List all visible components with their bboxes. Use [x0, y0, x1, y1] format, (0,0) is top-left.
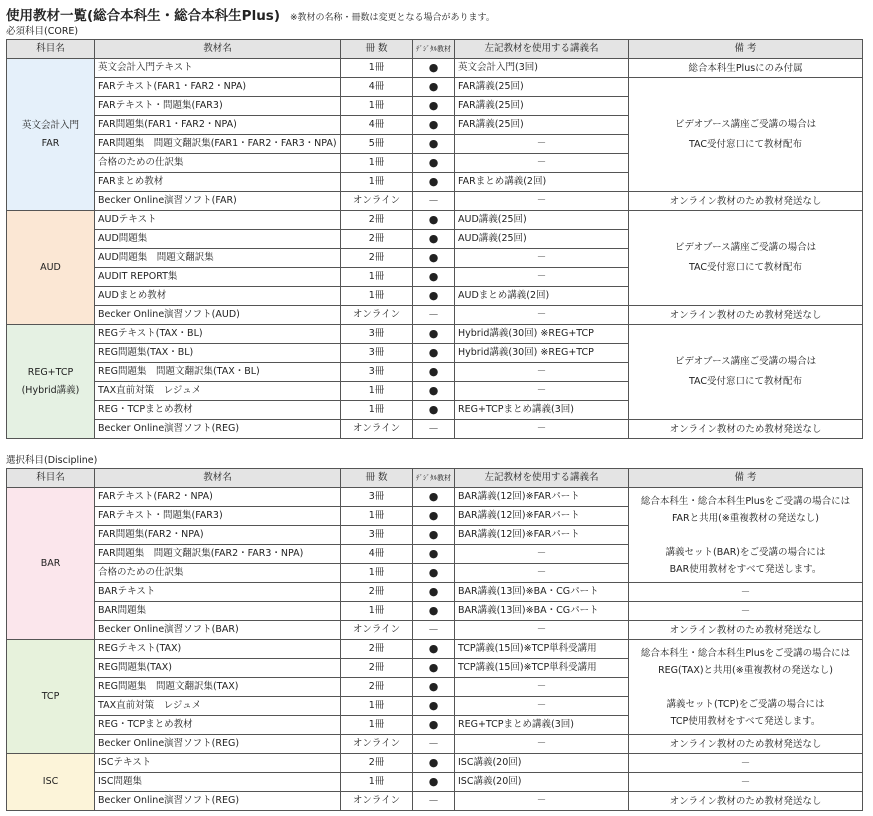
lecture-name: －	[455, 792, 629, 811]
lecture-name: TCP講義(15回)※TCP単科受講用	[455, 659, 629, 678]
material-name: AUDまとめ教材	[95, 287, 341, 306]
digital-mark: ●	[413, 526, 455, 545]
material-count: 1冊	[341, 97, 413, 116]
header-digital: ﾃﾞｼﾞﾀﾙ教材	[413, 469, 455, 488]
material-count: 3冊	[341, 526, 413, 545]
header-subject: 科目名	[7, 469, 95, 488]
header-lecture: 左記教材を使用する講義名	[455, 469, 629, 488]
material-count: 2冊	[341, 640, 413, 659]
remarks-cell: 総合本科生・総合本科生Plusをご受講の場合には REG(TAX)と共用(※重複教材の発送なし) 講義セット(TCP)をご受講の場合には TCP使用教材をすべて発送します。	[629, 640, 863, 735]
lecture-name: －	[455, 545, 629, 564]
material-count: 4冊	[341, 545, 413, 564]
material-name: Becker Online演習ソフト(REG)	[95, 735, 341, 754]
table-row	[7, 325, 863, 344]
lecture-name: 英文会計入門(3回)	[455, 59, 629, 78]
material-count: 1冊	[341, 401, 413, 420]
table-row	[7, 192, 863, 211]
material-count: 2冊	[341, 211, 413, 230]
lecture-name: －	[455, 382, 629, 401]
digital-mark: ●	[413, 507, 455, 526]
lecture-name: FAR講義(25回)	[455, 116, 629, 135]
material-count: オンライン	[341, 420, 413, 439]
material-name: FARまとめ教材	[95, 173, 341, 192]
lecture-name: －	[455, 306, 629, 325]
core-header-row	[7, 40, 863, 59]
digital-mark: ●	[413, 382, 455, 401]
digital-mark: ●	[413, 173, 455, 192]
material-name: Becker Online演習ソフト(AUD)	[95, 306, 341, 325]
material-count: 1冊	[341, 716, 413, 735]
digital-mark: ●	[413, 697, 455, 716]
header-remarks: 備 考	[629, 469, 863, 488]
material-count: 2冊	[341, 249, 413, 268]
material-name: FAR問題集 問題文翻訳集(FAR1・FAR2・FAR3・NPA)	[95, 135, 341, 154]
remarks-cell: －	[629, 602, 863, 621]
lecture-name: BAR講義(13回)※BA・CGパート	[455, 583, 629, 602]
remarks-cell: ビデオブース講座ご受講の場合は TAC受付窓口にて教材配布	[629, 211, 863, 306]
material-name: REGテキスト(TAX・BL)	[95, 325, 341, 344]
remarks-cell: オンライン教材のため教材発送なし	[629, 306, 863, 325]
material-name: BARテキスト	[95, 583, 341, 602]
lecture-name: REG+TCPまとめ講義(3回)	[455, 401, 629, 420]
lecture-name: －	[455, 363, 629, 382]
subject-cell: AUD	[7, 211, 95, 325]
lecture-name: REG+TCPまとめ講義(3回)	[455, 716, 629, 735]
subject-cell: 英文会計入門 FAR	[7, 59, 95, 211]
lecture-name: BAR講義(12回)※FARパート	[455, 526, 629, 545]
lecture-name: －	[455, 154, 629, 173]
digital-mark: ●	[413, 363, 455, 382]
digital-mark: ●	[413, 230, 455, 249]
lecture-name: －	[455, 621, 629, 640]
material-name: Becker Online演習ソフト(REG)	[95, 792, 341, 811]
header-remarks: 備 考	[629, 40, 863, 59]
material-count: オンライン	[341, 735, 413, 754]
material-name: 合格のための仕訳集	[95, 154, 341, 173]
header-count: 冊 数	[341, 469, 413, 488]
digital-mark: ●	[413, 344, 455, 363]
lecture-name: Hybrid講義(30回) ※REG+TCP	[455, 325, 629, 344]
material-count: 2冊	[341, 659, 413, 678]
digital-mark: ●	[413, 97, 455, 116]
lecture-name: －	[455, 735, 629, 754]
table-row	[7, 754, 863, 773]
digital-mark: －	[413, 192, 455, 211]
lecture-name: －	[455, 697, 629, 716]
table-row	[7, 773, 863, 792]
material-count: 1冊	[341, 564, 413, 583]
digital-mark: ●	[413, 659, 455, 678]
table-row	[7, 583, 863, 602]
lecture-name: FARまとめ講義(2回)	[455, 173, 629, 192]
material-name: Becker Online演習ソフト(BAR)	[95, 621, 341, 640]
remarks-cell: 総合本科生・総合本科生Plusをご受講の場合には FARと共用(※重複教材の発送なし) 講義セット(BAR)をご受講の場合には BAR使用教材をすべて発送します。	[629, 488, 863, 583]
remarks-cell: －	[629, 773, 863, 792]
material-count: 1冊	[341, 602, 413, 621]
material-name: REG問題集(TAX・BL)	[95, 344, 341, 363]
remarks-cell: 総合本科生Plusにのみ付属	[629, 59, 863, 78]
digital-mark: ●	[413, 78, 455, 97]
material-count: 3冊	[341, 363, 413, 382]
remarks-cell: オンライン教材のため教材発送なし	[629, 192, 863, 211]
lecture-name: Hybrid講義(30回) ※REG+TCP	[455, 344, 629, 363]
subject-cell: REG+TCP (Hybrid講義)	[7, 325, 95, 439]
material-name: 英文会計入門テキスト	[95, 59, 341, 78]
material-name: FAR問題集 問題文翻訳集(FAR2・FAR3・NPA)	[95, 545, 341, 564]
material-name: Becker Online演習ソフト(FAR)	[95, 192, 341, 211]
table-row	[7, 621, 863, 640]
material-count: 1冊	[341, 59, 413, 78]
material-count: 1冊	[341, 773, 413, 792]
lecture-name: AUD講義(25回)	[455, 211, 629, 230]
material-count: オンライン	[341, 792, 413, 811]
subject-cell: ISC	[7, 754, 95, 811]
material-count: オンライン	[341, 192, 413, 211]
table-row	[7, 602, 863, 621]
material-count: 3冊	[341, 488, 413, 507]
digital-mark: －	[413, 621, 455, 640]
title-note: ※教材の名称・冊数は変更となる場合があります。	[290, 13, 495, 23]
digital-mark: ●	[413, 773, 455, 792]
table-row	[7, 735, 863, 754]
table-row	[7, 640, 863, 659]
lecture-name: －	[455, 420, 629, 439]
lecture-name: AUDまとめ講義(2回)	[455, 287, 629, 306]
remarks-cell: オンライン教材のため教材発送なし	[629, 621, 863, 640]
material-name: FAR問題集(FAR1・FAR2・NPA)	[95, 116, 341, 135]
digital-mark: ●	[413, 401, 455, 420]
page-title	[6, 4, 495, 24]
material-name: BAR問題集	[95, 602, 341, 621]
material-name: 合格のための仕訳集	[95, 564, 341, 583]
material-name: REGテキスト(TAX)	[95, 640, 341, 659]
lecture-name: －	[455, 564, 629, 583]
digital-mark: ●	[413, 59, 455, 78]
core-table	[6, 39, 863, 439]
lecture-name: TCP講義(15回)※TCP単科受講用	[455, 640, 629, 659]
digital-mark: －	[413, 735, 455, 754]
material-count: 1冊	[341, 287, 413, 306]
header-material: 教材名	[95, 469, 341, 488]
remarks-cell: ビデオブース講座ご受講の場合は TAC受付窓口にて教材配布	[629, 78, 863, 192]
lecture-name: －	[455, 678, 629, 697]
header-subject: 科目名	[7, 40, 95, 59]
material-name: FARテキスト(FAR2・NPA)	[95, 488, 341, 507]
digital-mark: ●	[413, 564, 455, 583]
material-count: 1冊	[341, 697, 413, 716]
material-name: AUDIT REPORT集	[95, 268, 341, 287]
table-row	[7, 78, 863, 97]
lecture-name: －	[455, 135, 629, 154]
material-name: AUDテキスト	[95, 211, 341, 230]
disc-table	[6, 468, 863, 811]
digital-mark: －	[413, 420, 455, 439]
digital-mark: ●	[413, 754, 455, 773]
material-name: REG問題集 問題文翻訳集(TAX・BL)	[95, 363, 341, 382]
digital-mark: ●	[413, 154, 455, 173]
material-name: FARテキスト・問題集(FAR3)	[95, 97, 341, 116]
subject-cell: BAR	[7, 488, 95, 640]
lecture-name: FAR講義(25回)	[455, 78, 629, 97]
remarks-cell: －	[629, 583, 863, 602]
material-count: 3冊	[341, 344, 413, 363]
digital-mark: ●	[413, 135, 455, 154]
remarks-cell: オンライン教材のため教材発送なし	[629, 735, 863, 754]
material-name: REG・TCPまとめ教材	[95, 716, 341, 735]
title-text: 使用教材一覧(総合本科生・総合本科生Plus)	[6, 8, 281, 24]
material-name: REG問題集(TAX)	[95, 659, 341, 678]
material-name: AUD問題集 問題文翻訳集	[95, 249, 341, 268]
table-row	[7, 792, 863, 811]
material-name: AUD問題集	[95, 230, 341, 249]
material-name: FARテキスト(FAR1・FAR2・NPA)	[95, 78, 341, 97]
digital-mark: ●	[413, 602, 455, 621]
header-digital: ﾃﾞｼﾞﾀﾙ教材	[413, 40, 455, 59]
material-count: 5冊	[341, 135, 413, 154]
material-count: 4冊	[341, 78, 413, 97]
material-name: FAR問題集(FAR2・NPA)	[95, 526, 341, 545]
lecture-name: AUD講義(25回)	[455, 230, 629, 249]
material-count: 1冊	[341, 507, 413, 526]
header-count: 冊 数	[341, 40, 413, 59]
material-count: 2冊	[341, 583, 413, 602]
digital-mark: ●	[413, 116, 455, 135]
digital-mark: ●	[413, 268, 455, 287]
table-row	[7, 306, 863, 325]
header-lecture: 左記教材を使用する講義名	[455, 40, 629, 59]
material-count: 2冊	[341, 754, 413, 773]
lecture-name: BAR講義(12回)※FARパート	[455, 507, 629, 526]
lecture-name: FAR講義(25回)	[455, 97, 629, 116]
digital-mark: －	[413, 306, 455, 325]
material-name: TAX直前対策 レジュメ	[95, 697, 341, 716]
digital-mark: ●	[413, 287, 455, 306]
digital-mark: ●	[413, 678, 455, 697]
disc-header-row	[7, 469, 863, 488]
material-count: 2冊	[341, 678, 413, 697]
material-count: オンライン	[341, 306, 413, 325]
lecture-name: －	[455, 268, 629, 287]
lecture-name: －	[455, 192, 629, 211]
digital-mark: ●	[413, 249, 455, 268]
digital-mark: ●	[413, 488, 455, 507]
material-count: オンライン	[341, 621, 413, 640]
table-row	[7, 420, 863, 439]
lecture-name: －	[455, 249, 629, 268]
table-row	[7, 211, 863, 230]
material-name: Becker Online演習ソフト(REG)	[95, 420, 341, 439]
table-row	[7, 59, 863, 78]
material-count: 1冊	[341, 173, 413, 192]
digital-mark: ●	[413, 325, 455, 344]
remarks-cell: オンライン教材のため教材発送なし	[629, 792, 863, 811]
core-caption: 必須科目(CORE)	[6, 26, 79, 37]
material-name: TAX直前対策 レジュメ	[95, 382, 341, 401]
material-count: 3冊	[341, 325, 413, 344]
lecture-name: ISC講義(20回)	[455, 754, 629, 773]
material-name: REG問題集 問題文翻訳集(TAX)	[95, 678, 341, 697]
material-count: 1冊	[341, 154, 413, 173]
material-count: 1冊	[341, 268, 413, 287]
lecture-name: BAR講義(13回)※BA・CGパート	[455, 602, 629, 621]
material-name: ISCテキスト	[95, 754, 341, 773]
lecture-name: BAR講義(12回)※FARパート	[455, 488, 629, 507]
material-name: REG・TCPまとめ教材	[95, 401, 341, 420]
digital-mark: ●	[413, 640, 455, 659]
disc-caption: 選択科目(Discipline)	[6, 455, 98, 466]
material-name: ISC問題集	[95, 773, 341, 792]
material-count: 2冊	[341, 230, 413, 249]
digital-mark: ●	[413, 583, 455, 602]
material-name: FARテキスト・問題集(FAR3)	[95, 507, 341, 526]
subject-cell: TCP	[7, 640, 95, 754]
digital-mark: －	[413, 792, 455, 811]
digital-mark: ●	[413, 211, 455, 230]
table-row	[7, 488, 863, 507]
material-count: 4冊	[341, 116, 413, 135]
material-count: 1冊	[341, 382, 413, 401]
digital-mark: ●	[413, 716, 455, 735]
header-material: 教材名	[95, 40, 341, 59]
digital-mark: ●	[413, 545, 455, 564]
remarks-cell: オンライン教材のため教材発送なし	[629, 420, 863, 439]
remarks-cell: －	[629, 754, 863, 773]
remarks-cell: ビデオブース講座ご受講の場合は TAC受付窓口にて教材配布	[629, 325, 863, 420]
lecture-name: ISC講義(20回)	[455, 773, 629, 792]
